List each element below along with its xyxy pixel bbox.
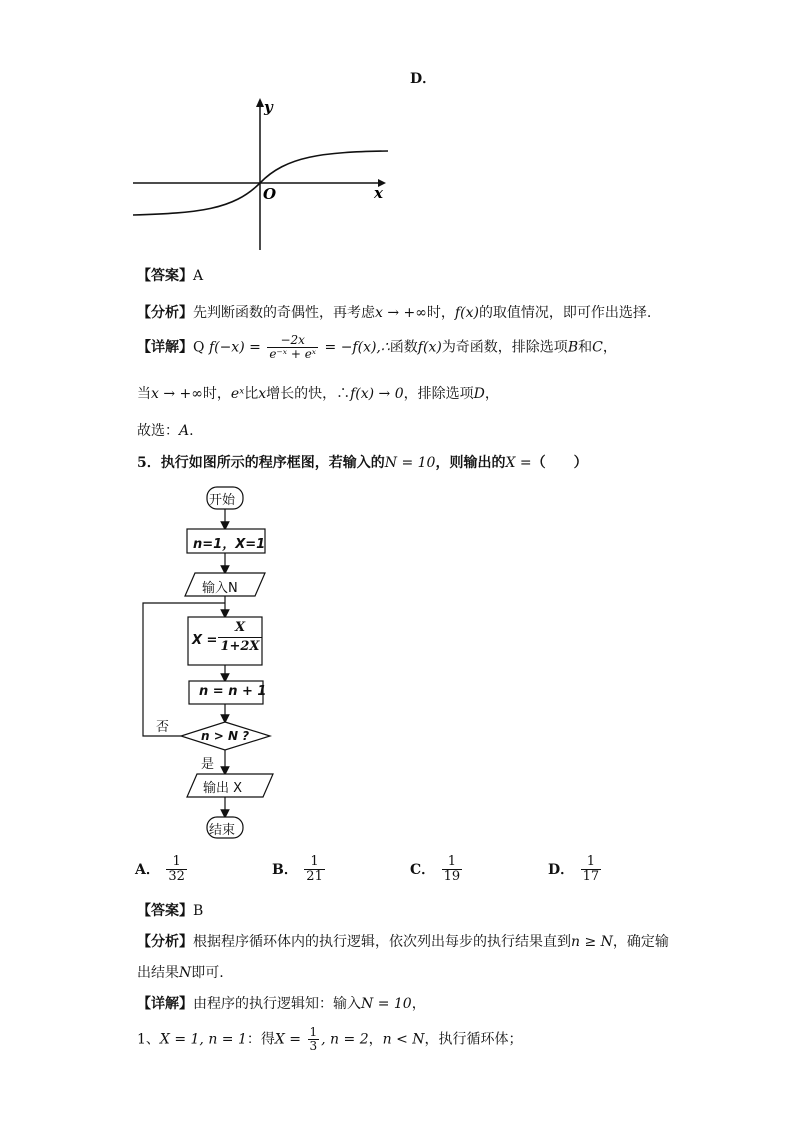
fc-condition-label: n > N ?: [201, 729, 250, 743]
fc-output-label: 输出 X: [203, 781, 243, 796]
fc-end-label: 结束: [209, 823, 236, 838]
q5-answer-line: 【答案】B: [137, 903, 204, 919]
option-d[interactable]: D． $\frac{1}{17}$: [548, 854, 600, 885]
q4-answer-line: 【答案】A: [137, 268, 204, 284]
origin-label: O: [263, 185, 277, 203]
option-a[interactable]: A． $\frac{1}{32}$: [135, 854, 185, 885]
fc-input-label: 输入N: [202, 581, 238, 596]
option-d-label: D．: [410, 71, 437, 87]
q5-analysis-line-2: 出结果N即可.: [137, 965, 224, 981]
q4-conclusion: 故选：A.: [137, 423, 194, 439]
q4-detail-line-2: 当x → +∞时，eˣ比x增长的快，∴f(x) → 0，排除选项D，: [137, 386, 499, 402]
y-axis-label: y: [264, 98, 273, 116]
fc-init-label: n=1，X=1: [193, 537, 266, 552]
y-axis-arrow: [256, 98, 264, 107]
q4-detail-line-1: 【详解】Q f(−x) = $\frac{-2x}{\text{e⁻ˣ + eˣ}}$ = −f(x),∴函数f(x)为奇函数，排除选项B和C，: [137, 333, 617, 362]
q5-analysis-line-1: 【分析】根据程序循环体内的执行逻辑，依次列出每步的执行结果直到n ≥ N，确定输: [137, 934, 669, 950]
q5-detail-line: 【详解】由程序的执行逻辑知：输入N = 10，: [137, 996, 426, 1012]
fc-assign-lhs: X =: [192, 633, 218, 648]
q4-detail-fraction: $\frac{-2x}{\text{e⁻ˣ + eˣ}}$: [269, 333, 317, 362]
sigmoid-graph: [128, 95, 398, 255]
fc-start-label: 开始: [209, 493, 236, 508]
q5-step-1: 1、X = 1, n = 1：得X = $\frac{1}{3}$ , n = 2，n < N，执行循环体；: [137, 1025, 523, 1054]
fc-no-label: 否: [156, 720, 170, 735]
option-b[interactable]: B． $\frac{1}{21}$: [272, 854, 323, 885]
fc-increment-label: n = n + 1: [199, 684, 267, 699]
x-axis-label: x: [374, 184, 383, 202]
fc-yes-label: 是: [201, 757, 215, 772]
fc-assign-fraction: X 1+2X: [218, 619, 262, 656]
option-c[interactable]: C． $\frac{1}{19}$: [410, 854, 461, 885]
q5-stem: 5．执行如图所示的程序框图，若输入的N = 10，则输出的X =（ ）: [137, 455, 588, 471]
q4-analysis-line: 【分析】先判断函数的奇偶性，再考虑x → +∞时，f(x)的取值情况，即可作出选择.: [137, 305, 652, 321]
